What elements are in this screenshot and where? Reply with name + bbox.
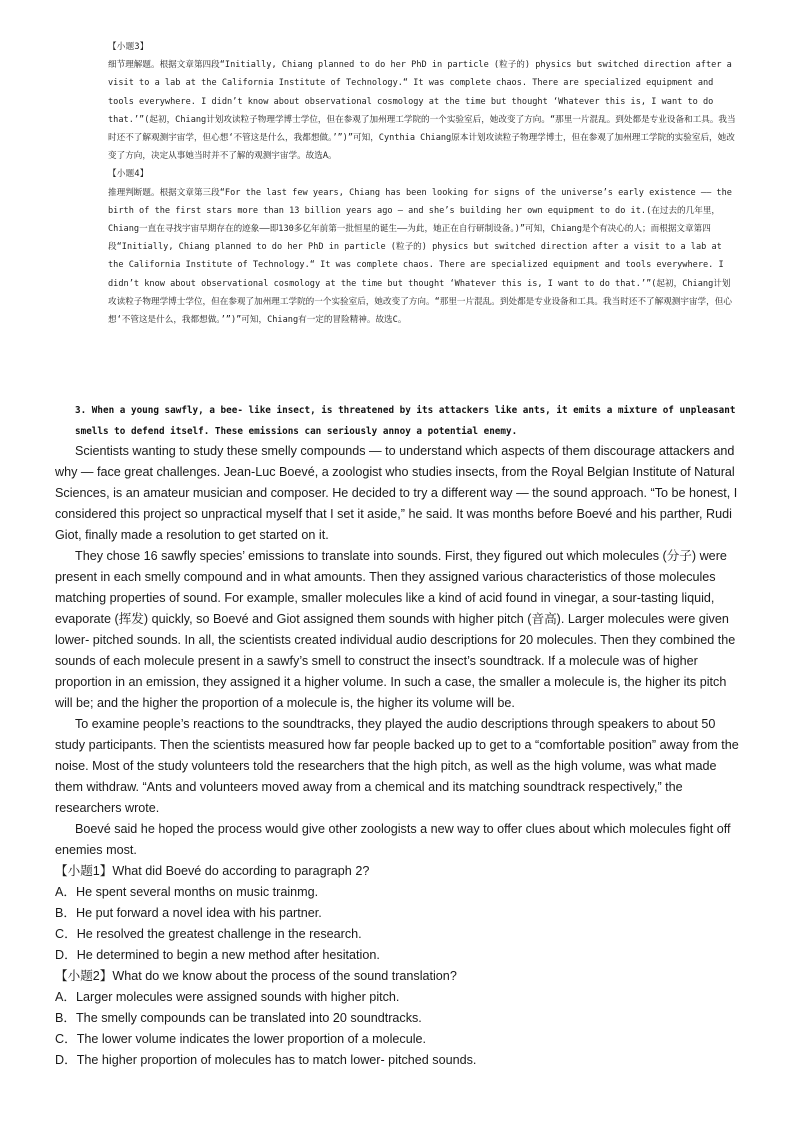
passage-paragraph-3: To examine people’s reactions to the soundtracks, they played the audio descriptions through speakers to about 50 study participants. Then the scientists measured how far people backed up to get to a “comfortable position” away from the noise. Most of the study volunteers told the researchers that the high pitch, as well as the high volume, was what made them withdraw. “Ants and volunteers moved away from a chemical and its matching soundtrack respectively,” the researchers wrote.	[55, 717, 739, 815]
question-3-intro-text: 3. When a young sawfly, a bee- like insect, is threatened by its attackers like ants, it emits a mixture of unpleasant smells to defend itself. These emissions can seriously annoy a potential enemy.	[75, 405, 736, 437]
subquestion-1-stem: 【小题1】What did Boevé do according to paragraph 2?	[55, 864, 370, 878]
subquestion-3-explanation: 细节理解题。根据文章第四段“Initially, Chiang planned to do her PhD in particle (粒子的) physics but switched direction after a visit to a lab at the California Institute of Technology.“ It was complete chaos. There are specialized equipment and tools everywhere. I didn’t know about observational cosmology at the time but thought ‘Whatever this is, I want to do that.’”(起初，Chiang计划攻读粒子物理学博士学位，但在参观了加州理工学院的一个实验室后，她改变了方向。“那里一片混乱。到处都是专业设备和工具。我当时还不了解观测宇宙学，但心想‘不管这是什么，我都想做。’”)”可知，Cynthia Chiang原本计划攻读粒子物理学博士，但在参观了加州理工学院的实验室后，她改变了方向，决定从事她当时并不了解的观测宇宙学。故选A。	[108, 60, 736, 162]
answer-explanations	[108, 38, 738, 329]
question-3-intro	[55, 400, 745, 442]
subquestion-4-explanation: 推理判断题。根据文章第三段“For the last few years, Chiang has been looking for signs of the universe’s early existence —— the birth of the first stars more than 13 billion years ago — and she’s building her own equipment to do it.(在过去的几年里，Chiang一直在寻找宇宙早期存在的迹象——即130多亿年前第一批恒星的诞生——为此，她正在自行研制设备。)”可知，Chiang是个有决心的人；而根据文章第四段“Initially, Chiang planned to do her PhD in particle (粒子的) physics but switched direction after a visit to a lab at the California Institute of Technology.“ It was complete chaos. There are specialized equipment and tools everywhere. I didn’t know about observational cosmology at the time but thought ‘Whatever this is, I want to do that.’”(起初，Chiang计划攻读粒子物理学博士学位，但在参观了加州理工学院的一个实验室后，她改变了方向。“那里一片混乱。到处都是专业设备和工具。我当时还不了解观测宇宙学，但心想‘不管这是什么，我都想做。’”)”可知，Chiang有一定的冒险精神。故选C。	[108, 187, 732, 326]
subquestion-1-option-b: B．He put forward a novel idea with his partner.	[55, 906, 322, 920]
subquestion-2-stem: 【小题2】What do we know about the process of the sound translation?	[55, 969, 457, 983]
subquestion-2-option-c: C．The lower volume indicates the lower proportion of a molecule.	[55, 1032, 426, 1046]
passage	[55, 441, 745, 1071]
subquestion-2-option-a: A．Larger molecules were assigned sounds with higher pitch.	[55, 990, 400, 1004]
subquestion-1-option-c: C．He resolved the greatest challenge in the research.	[55, 927, 362, 941]
passage-paragraph-1: Scientists wanting to study these smelly compounds — to understand which aspects of them discourage attackers and why — face great challenges. Jean-Luc Boevé, a zoologist who studies insects, from the Royal Belgian Institute of Natural Sciences, is an amateur musician and composer. He decided to try a different way — the sound approach. “To be honest, I considered this project so unpractical myself that I set it aside,” he said. It was months before Boevé and his parther, Rudi Giot, finally made a resolution to get started on it.	[55, 444, 738, 542]
subquestion-2-option-d: D．The higher proportion of molecules has to match lower- pitched sounds.	[55, 1053, 477, 1067]
subquestion-1-option-d: D．He determined to begin a new method after hesitation.	[55, 948, 380, 962]
subquestion-2-option-b: B．The smelly compounds can be translated into 20 soundtracks.	[55, 1011, 422, 1025]
subquestion-4-tag: 【小题4】	[108, 169, 149, 180]
passage-paragraph-4: Boevé said he hoped the process would give other zoologists a new way to offer clues about which molecules fight off enemies most.	[55, 822, 731, 857]
passage-paragraph-2: They chose 16 sawfly species’ emissions to translate into sounds. First, they figured out which molecules (分子) were present in each smelly compound and in what amounts. Then they assigned various characteristics of those molecules matching properties of sound. For example, smaller molecules like a kind of acid found in vinegar, a sour-tasting liquid, evaporate (挥发) quickly, so Boevé and Giot assigned them sounds with higher pitch (音高). Larger molecules were given lower- pitched sounds. In all, the scientists created individual audio descriptions for 20 molecules. Then they combined the sounds of each molecule present in a sawfy’s smell to construct the insect’s soundtrack. If a molecule was of higher proportion in an emission, they assigned it a higher volume. In such a case, the smaller a molecule is, the higher its pitch will be; and the higher the proportion of a molecule is, the higher its volume will be.	[55, 549, 736, 710]
subquestion-3-tag: 【小题3】	[108, 42, 149, 52]
subquestion-1-option-a: A．He spent several months on music trainmg.	[55, 885, 319, 899]
